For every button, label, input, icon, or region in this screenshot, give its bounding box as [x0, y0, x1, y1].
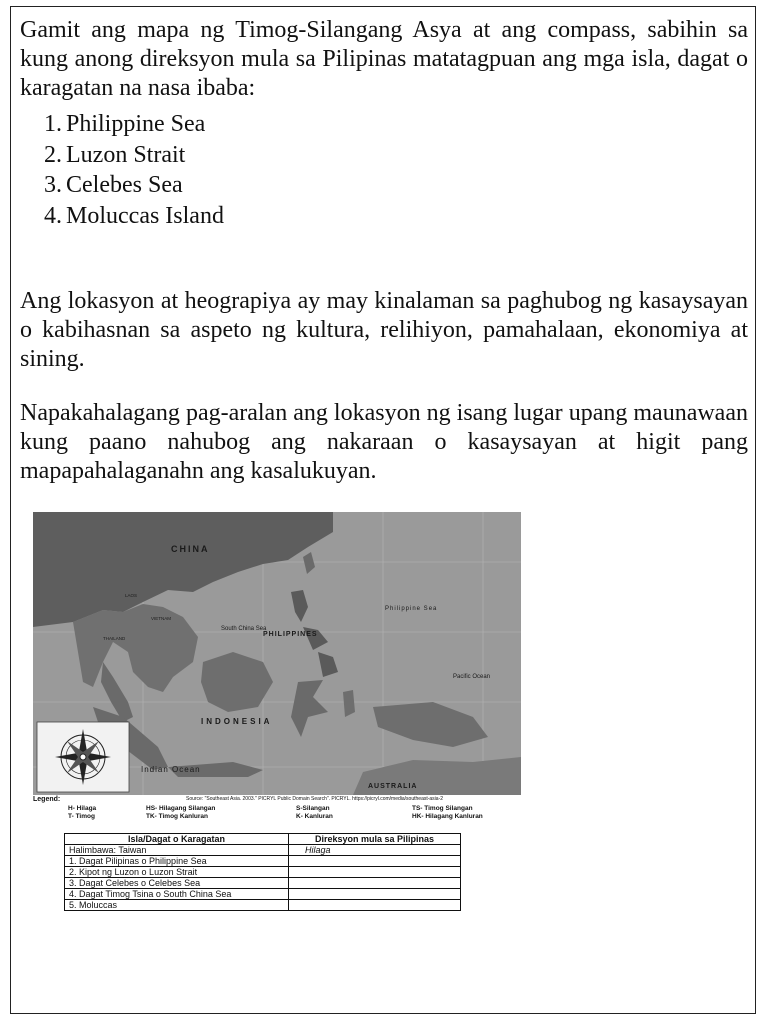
table-row: [65, 856, 461, 867]
table-cell: Halimbawa: Taiwan: [65, 845, 289, 856]
column-header: Isla/Dagat o Karagatan: [65, 834, 289, 845]
item-list: [44, 109, 224, 231]
table-cell: 5. Moluccas: [65, 900, 289, 911]
answer-cell[interactable]: [289, 900, 461, 911]
legend-item: S-Silangan: [296, 805, 330, 812]
study-paragraph: Napakahalagang pag-aralan ang lokasyon ng isang lugar upang maunawaan kung paano nahubog ang nakaraan o kasaysayan at higit pang mapapahalaganahn ang kasalukuyan.: [20, 400, 748, 484]
legend-title: Legend:: [33, 796, 61, 803]
map-label-laos: LAOS: [125, 593, 138, 598]
list-item: [44, 201, 224, 232]
table-row: [65, 845, 461, 856]
legend-item: TS- Timog Silangan: [412, 805, 473, 812]
item-label: Celebes Sea: [66, 172, 183, 198]
answer-cell[interactable]: [289, 889, 461, 900]
map-label-thailand: THAILAND: [103, 636, 126, 641]
legend-item: HK- Hilagang Kanluran: [412, 813, 483, 820]
map-label-philippines: PHILIPPINES: [263, 631, 318, 638]
map-label-china: CHINA: [171, 544, 210, 554]
map-label-vietnam: VIETNAM: [151, 616, 172, 621]
answer-cell[interactable]: [289, 867, 461, 878]
item-number: 2.: [44, 141, 62, 168]
table-cell: 1. Dagat Pilipinas o Philippine Sea: [65, 856, 289, 867]
item-number: 3.: [44, 172, 62, 198]
legend-item: H- Hilaga: [68, 805, 97, 812]
legend-item: HS- Hilagang Silangan: [146, 805, 216, 812]
answer-cell: Hilaga: [289, 845, 461, 856]
map-label-indian-ocean: Indian Ocean: [141, 765, 201, 774]
list-item: [44, 170, 224, 201]
table-cell: 4. Dagat Timog Tsina o South China Sea: [65, 889, 289, 900]
legend-item: TK- Timog Kanluran: [146, 813, 208, 820]
item-label: Philippine Sea: [66, 111, 206, 137]
item-number: 4.: [44, 202, 62, 229]
item-label: Moluccas Island: [66, 202, 224, 229]
table-cell: 3. Dagat Celebes o Celebes Sea: [65, 878, 289, 889]
map-label-south-china-sea: South China Sea: [221, 626, 267, 632]
map-label-australia: AUSTRALIA: [368, 783, 418, 790]
table-cell: 2. Kipot ng Luzon o Luzon Strait: [65, 867, 289, 878]
answer-cell[interactable]: [289, 878, 461, 889]
column-header: Direksyon mula sa Pilipinas: [289, 834, 461, 845]
table-row: [65, 900, 461, 911]
southeast-asia-map: [33, 512, 521, 795]
list-item: [44, 109, 224, 140]
map-label-indonesia: INDONESIA: [201, 717, 273, 726]
legend-item: T- Timog: [68, 813, 95, 820]
map-label-philippine-sea: Philippine Sea: [385, 606, 438, 612]
answer-cell[interactable]: [289, 856, 461, 867]
map-label-pacific-ocean: Pacific Ocean: [453, 674, 491, 680]
table-row: [65, 889, 461, 900]
instructions-paragraph: Gamit ang mapa ng Timog-Silangang Asya at ang compass, sabihin sa kung anong direksyon mula sa Pilipinas matatagpuan ang mga isla, dagat o karagatan na nasa ibaba:: [20, 17, 748, 101]
direction-answer-table: [64, 833, 461, 911]
table-row: [65, 878, 461, 889]
location-paragraph: Ang lokasyon at heograpiya ay may kinalaman sa paghubog ng kasaysayan o kabihasnan sa aspeto ng kultura, relihiyon, pamahalaan, ekonomiya at sining.: [20, 288, 748, 372]
list-item: [44, 140, 224, 171]
legend-item: K- Kanluran: [296, 813, 333, 820]
item-label: Luzon Strait: [66, 141, 186, 168]
map-source: Source: "Southeast Asia. 2003." PICRYL Public Domain Search". PICRYL. https://picryl.com/media/southeast-asia-2: [186, 796, 444, 802]
table-header-row: [65, 834, 461, 845]
item-number: 1.: [44, 111, 62, 137]
table-row: [65, 867, 461, 878]
